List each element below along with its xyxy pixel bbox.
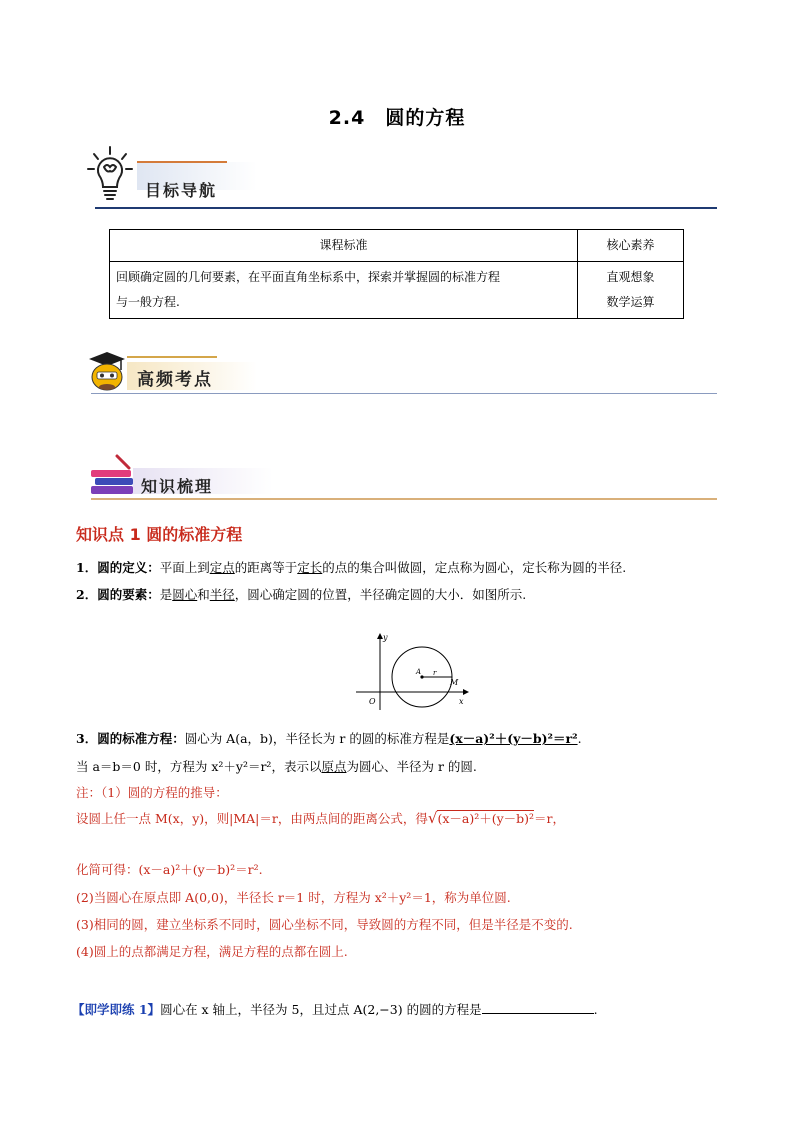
table-cell-line: 与一般方程. (116, 295, 180, 309)
note-heading: 注：（1）圆的方程的推导： (76, 785, 228, 800)
elements-paragraph (76, 585, 526, 603)
table-header-literacy: 核心素养 (578, 230, 684, 262)
text-span: 和 (197, 587, 210, 602)
radius-label: r (433, 669, 437, 677)
goal-banner-label: 目标导航 (145, 181, 218, 200)
note-item: (2)当圆心在原点即 A(0,0)，半径长 r＝1 时，方程为 x²＋y²＝1，称为单位圆. (76, 890, 511, 905)
knowledge-point-heading: 知识点 1 圆的标准方程 (76, 525, 243, 544)
exam-banner (85, 350, 717, 400)
sqrt-symbol: √ (427, 809, 438, 827)
point-m-label: M (450, 678, 459, 687)
divider (95, 207, 717, 209)
definition-label: 1．圆的定义： (76, 560, 160, 575)
divider (91, 498, 717, 500)
books-icon (89, 454, 137, 498)
underlined-term: 半径 (209, 587, 235, 602)
text-span: . (593, 1002, 598, 1017)
table-cell-line: 回顾确定圆的几何要素，在平面直角坐标系中，探索并掌握圆的标准方程 (116, 270, 501, 284)
text-span: 平面上到 (159, 560, 210, 575)
standard-equation-label: 3．圆的标准方程： (76, 731, 185, 746)
text-span: 为圆心、半径为 r 的圆. (346, 759, 477, 774)
text-span: 圆心为 A(a，b)，半径长为 r 的圆的标准方程是 (184, 731, 450, 746)
text-span: 的距离等于 (234, 560, 298, 575)
origin-label: O (369, 697, 376, 706)
center-label: A (416, 668, 422, 676)
underlined-term: 定长 (297, 560, 323, 575)
text-span: 当 a＝b＝0 时，方程为 x²＋y²＝r²，表示以 (76, 759, 322, 774)
derivation-line (76, 809, 565, 827)
sqrt-radicand: (x－a)²＋(y－b)² (437, 811, 535, 826)
graduate-owl-icon (87, 350, 127, 392)
exercise-line (72, 1000, 598, 1018)
note-item: (3)相同的圆，建立坐标系不同时，圆心坐标不同，导致圆的方程不同，但是半径是不变的. (76, 917, 573, 932)
table-header-standard: 课程标准 (110, 230, 578, 262)
banner-accent (127, 356, 217, 358)
answer-blank[interactable] (482, 1001, 594, 1014)
circle-figure (350, 630, 475, 714)
simplified-equation: 化简可得：(x－a)²＋(y－b)²＝r². (76, 862, 263, 877)
text-span: ，圆心确定圆的位置，半径确定圆的大小．如图所示. (234, 587, 527, 602)
knowledge-banner (85, 452, 717, 504)
standard-equation: (x－a)²＋(y－b)²＝r² (449, 731, 578, 746)
standard-equation-paragraph (76, 729, 582, 747)
underlined-term: 定点 (209, 560, 235, 575)
underlined-term: 圆心 (172, 587, 198, 602)
text-span: 是 (159, 587, 173, 602)
knowledge-banner-label: 知识梳理 (141, 477, 214, 496)
text-span: 的点的集合叫做圆，定点称为圆心，定长称为圆的半径. (322, 560, 627, 575)
goal-banner (85, 145, 717, 211)
lightbulb-icon (85, 145, 135, 205)
x-axis-label: x (459, 697, 464, 706)
definition-paragraph (76, 558, 626, 576)
page-title: 2.4 圆的方程 (328, 107, 466, 129)
underlined-term: 原点 (321, 759, 347, 774)
elements-label: 2．圆的要素： (76, 587, 160, 602)
curriculum-table (109, 229, 684, 319)
table-cell-line: 数学运算 (606, 295, 655, 309)
exercise-tag: 【即学即练 1】 (72, 1002, 161, 1017)
text-span: 设圆上任一点 M(x，y)，则|MA|＝r，由两点间的距离公式，得 (76, 811, 428, 826)
table-cell-standard (110, 262, 578, 319)
text-span: ＝r， (534, 811, 566, 826)
y-axis-label: y (383, 633, 388, 642)
origin-case-paragraph (76, 757, 477, 775)
exercise-text: 圆心在 x 轴上，半径为 5，且过点 A(2,−3) 的圆的方程是 (160, 1002, 482, 1017)
text-span: . (577, 731, 582, 746)
banner-accent (137, 161, 227, 163)
exam-banner-label: 高频考点 (137, 370, 213, 390)
table-cell-literacy (578, 262, 684, 319)
note-item: (4)圆上的点都满足方程，满足方程的点都在圆上. (76, 944, 348, 959)
table-cell-line: 直观想象 (606, 270, 655, 284)
divider (91, 393, 717, 394)
